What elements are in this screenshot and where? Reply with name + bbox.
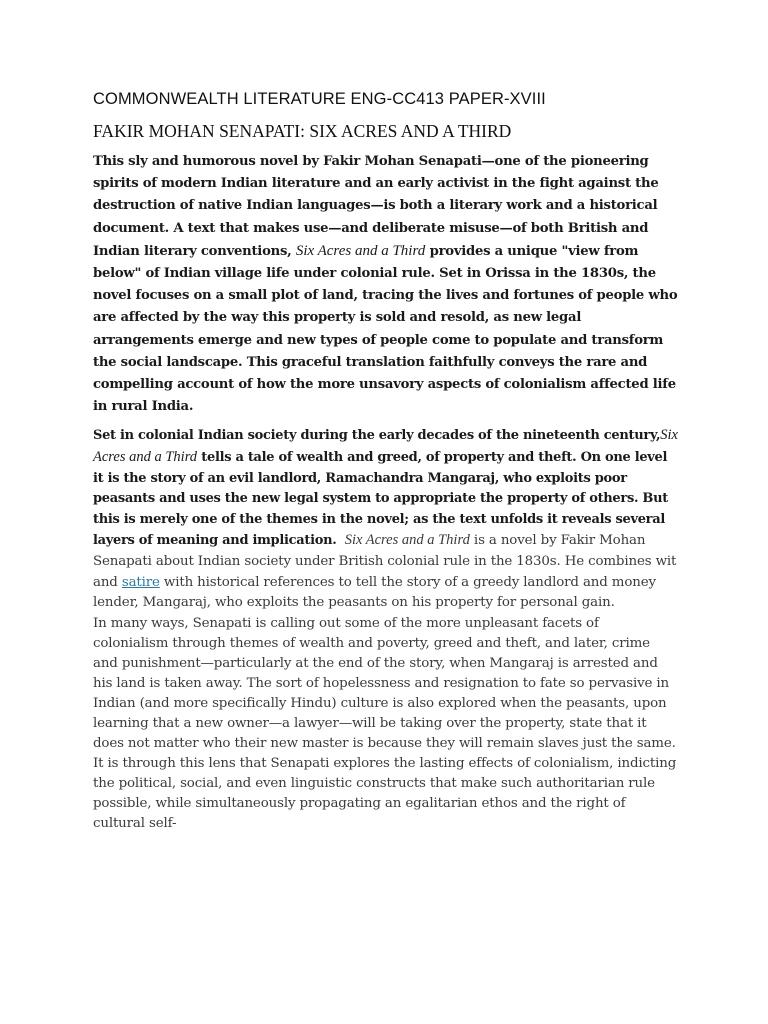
lens-paragraph: It is through this lens that Senapati explores the lasting effects of colonialism, indicting the political, social, and even linguistic constructs that make such authoritarian rule possible, while simultaneously propagating an egalitarian ethos and the right of cultural self- [93,755,677,831]
themes-paragraph: In many ways, Senapati is calling out some of the more unpleasant facets of colonialism through themes of wealth and poverty, greed and theft, and later, crime and punishment—particularly at the end of the story, when Mangaraj is arrested and his land is taken away. The sort of hopelessness and resignation to fate so pervasive in Indian (and more specifically Hindu) culture is also explored when the peasants, upon learning that a new owner—a lawyer—will be taking over the property, state that it does not matter who their new master is because they will remain slaves just the same. [93,615,676,751]
summary-light-part2: with historical references to tell the story of a greedy landlord and money lender, Mangaraj, who exploits the peasants on his property for personal gain. [93,574,656,611]
intro-text-part2: provides a unique "view from below" of Indian village life under colonial rule. Set in Orissa in the 1830s, the novel focuses on a small plot of land, tracing the lives and fortunes of people who are affected by the way this property is sold and resold, as new legal arrangements emerge and new types of people come to populate and transform the social landscape. This graceful translation faithfully conveys the rare and compelling account of how the more unsavory aspects of colonialism affected life in rural India. [93,243,678,415]
intro-book-title: Six Acres and a Third [295,242,426,259]
summary-paragraph [93,425,678,613]
intro-paragraph [93,151,678,418]
document-page [93,88,678,834]
summary-text-part1: Set in colonial Indian society during the early decades of the nineteenth century, [93,428,661,444]
summary-book-title: Six Acres and a Third [93,427,678,466]
summary-light-book-title: Six Acres and a Third [344,532,470,549]
summary-light-part1: is a novel by Fakir Mohan Senapati about Indian society under British colonial rule in the 1830s. He combines wit and [93,533,677,590]
satire-link[interactable]: satire [121,574,160,590]
course-line: COMMONWEALTH LITERATURE ENG-CC413 PAPER-XVIII [93,90,546,108]
page-title: FAKIR MOHAN SENAPATI: SIX ACRES AND A THIRD [93,121,512,141]
intro-text-part1: This sly and humorous novel by Fakir Mohan Senapati—one of the pioneering spirits of modern Indian literature and an early activist in the fight against the destruction of native Indian languages—is both a literary work and a historical document. A text that makes use—and deliberate misuse—of both British and Indian literary conventions, [93,154,659,259]
summary-text-part2: tells a tale of wealth and greed, of property and theft. On one level it is the story of an evil landlord, Ramachandra Mangaraj, who exploits poor peasants and uses the new legal system to appropriate the property of others. But this is merely one of the themes in the novel; as the text unfolds it reveals several layers of meaning and implication. [93,450,668,549]
